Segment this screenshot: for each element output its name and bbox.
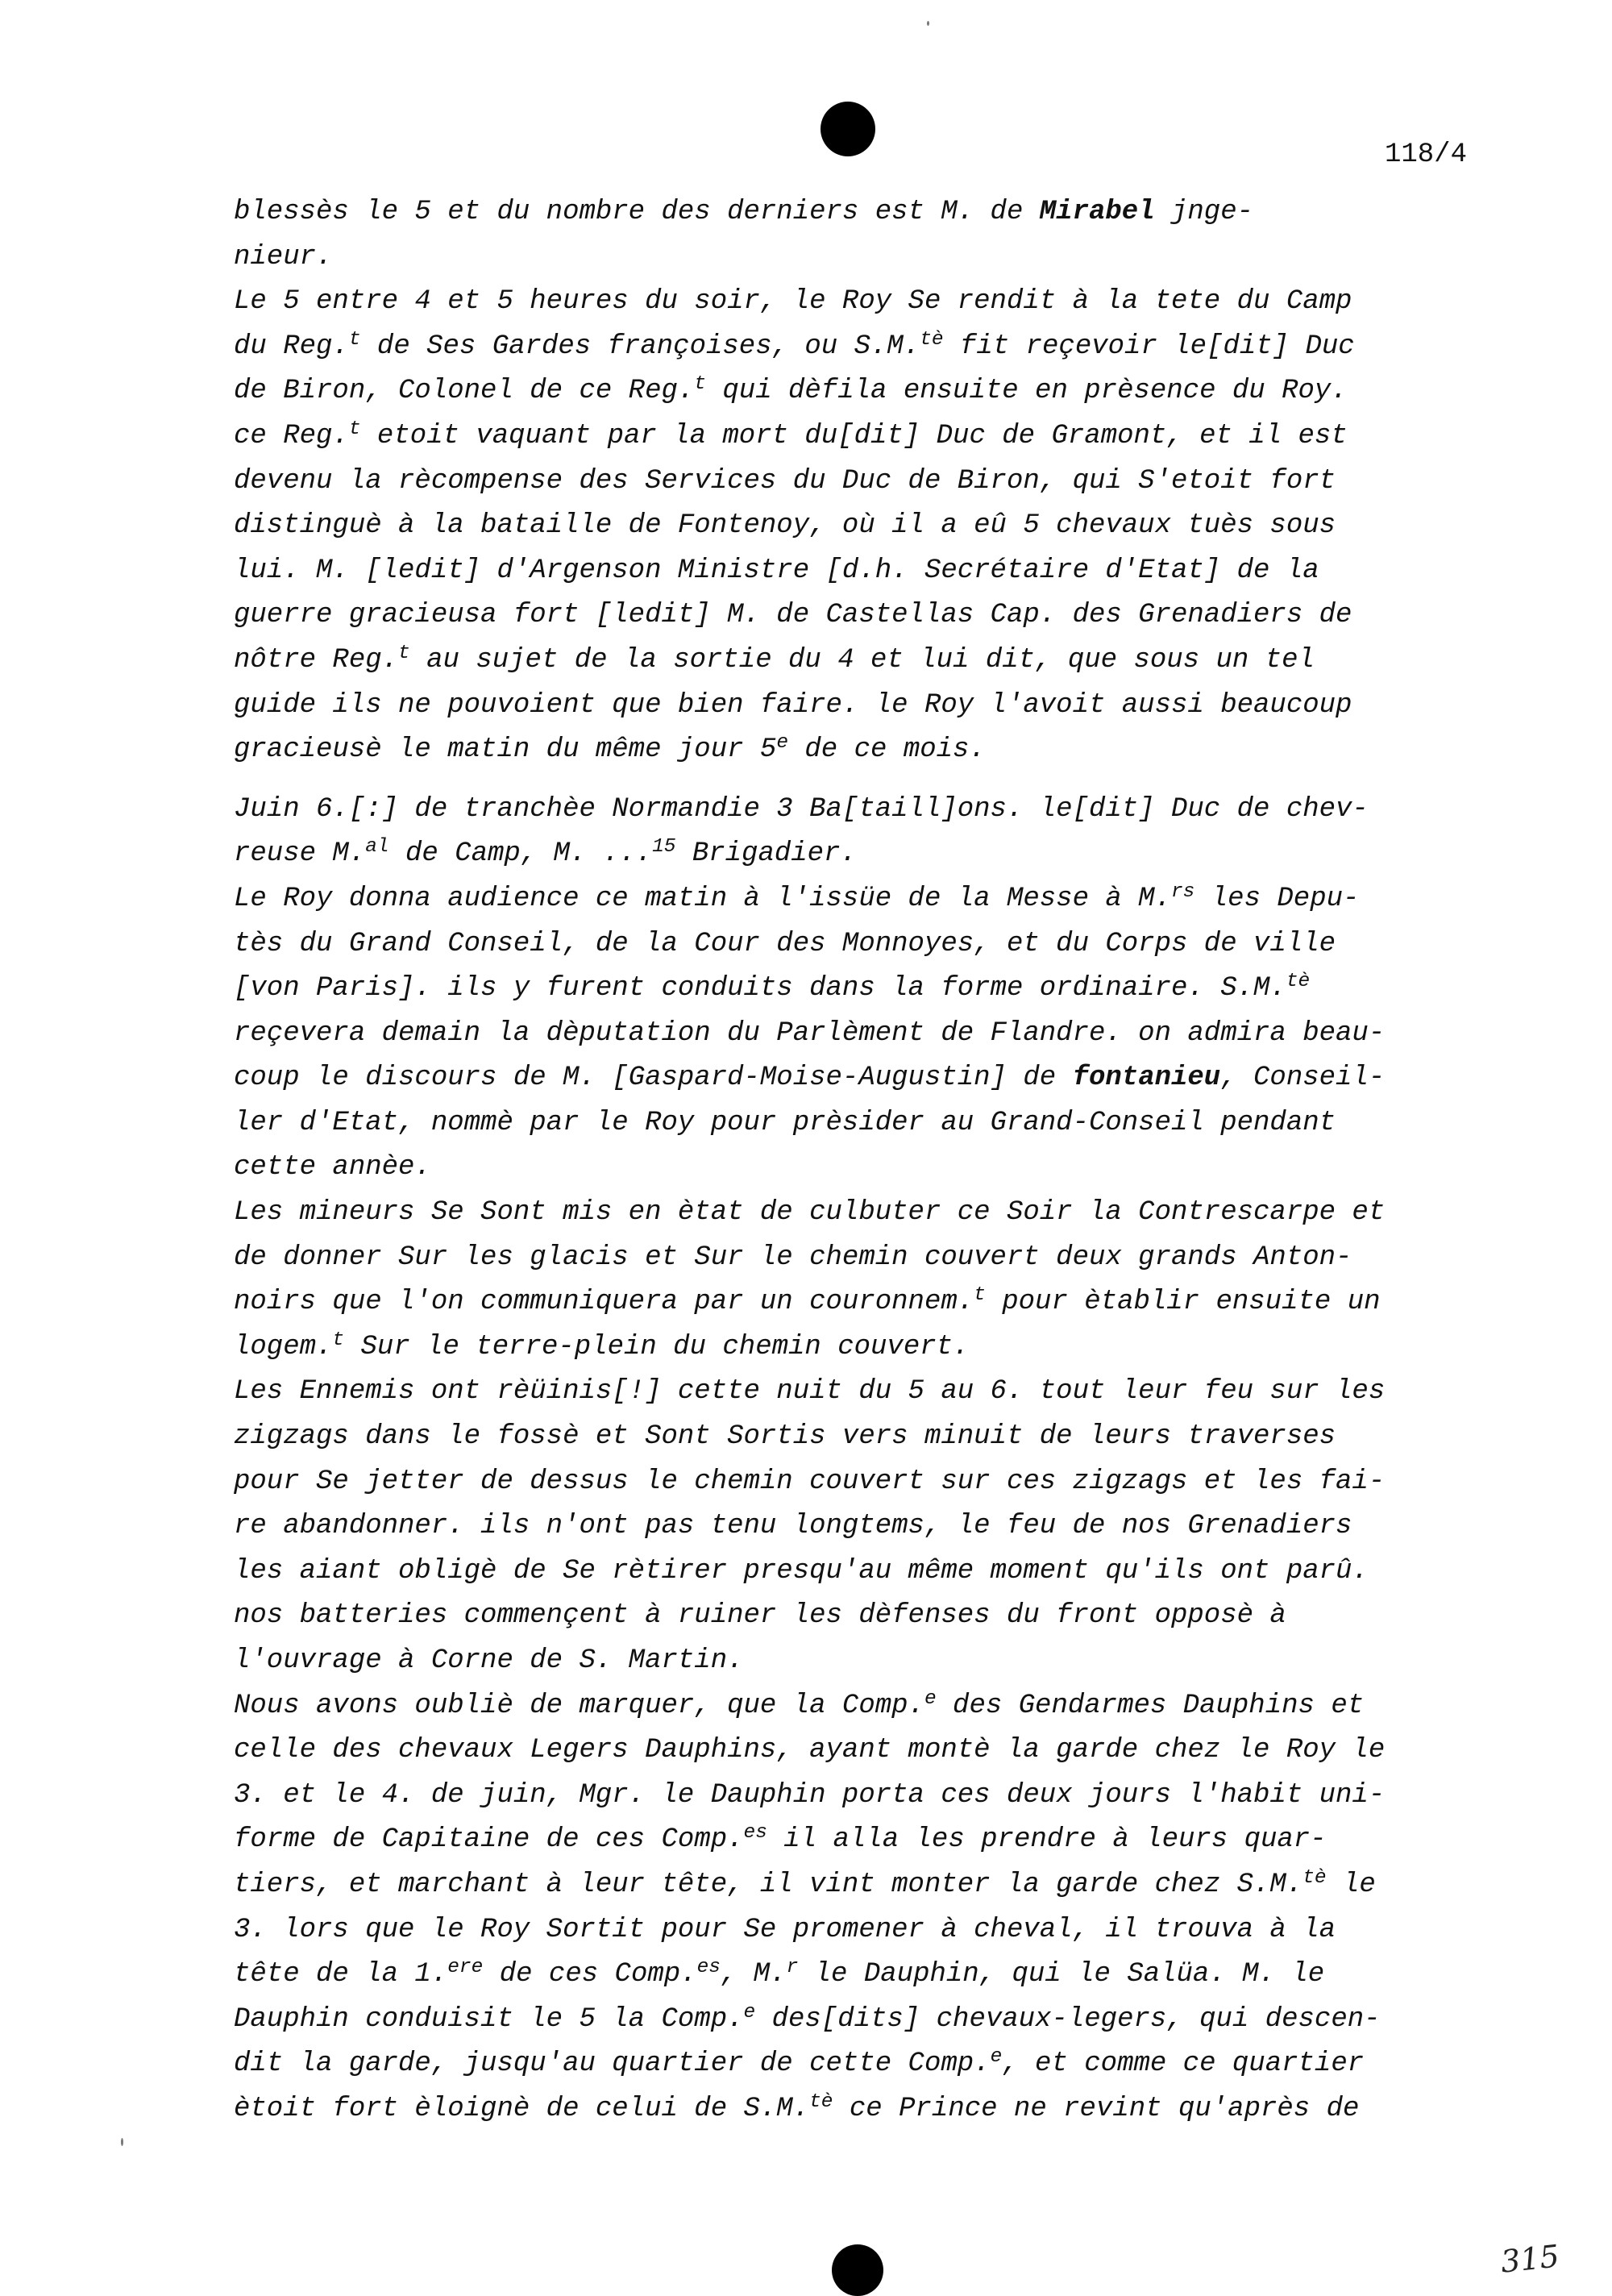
text-segment: du Reg. [234,331,349,362]
superscript: tè [920,328,944,351]
text-segment: forme de Capitaine de ces Comp. [234,1824,744,1856]
text-line [234,1549,1475,1595]
text-segment: de ce mois. [788,734,986,766]
text-segment: nos batteries commençent à ruiner les dèfenses du front opposè à [234,1600,1286,1632]
superscript: t [974,1284,986,1307]
text-segment: tête de la 1. [234,1959,448,1990]
scan-speck [927,21,929,26]
body-text [234,190,1475,2132]
superscript: es [696,1957,721,1979]
superscript: tè [809,2090,833,2113]
text-line [234,369,1475,414]
text-line [234,1953,1475,1998]
text-line [234,788,1475,833]
text-line [234,1146,1475,1191]
text-segment: le Dauphin, qui le Salüa. M. le [798,1959,1325,1990]
text-line [234,1012,1475,1057]
superscript: tè [1286,971,1311,993]
text-segment: , et comme ce quartier [1002,2049,1365,2080]
text-line [234,832,1475,877]
text-segment: pour Se jetter de dessus le chemin couvert sur ces zigzags et les fai- [234,1466,1386,1497]
text-segment: dit la garde, jusqu'au quartier de cette Comp. [234,2049,991,2080]
text-line [234,1191,1475,1236]
text-line [234,190,1475,235]
text-segment: re abandonner. ils n'ont pas tenu longtems, le feu de nos Grenadiers [234,1511,1352,1542]
text-segment: logem. [234,1331,333,1362]
text-segment: les Depu- [1194,883,1360,914]
superscript: ere [447,1957,484,1979]
text-segment: distinguè à la bataille de Fontenoy, où il a eû 5 chevaux tuès sous [234,510,1336,542]
superscript: e [776,732,788,755]
text-line [234,1415,1475,1460]
superscript: al [365,836,389,859]
page-number: 118/4 [1384,139,1467,170]
text-line [234,2087,1475,2132]
text-segment: gracieusè le matin du même jour 5 [234,734,777,766]
text-segment: devenu la rècompense des Services du Duc de Biron, qui S'etoit fort [234,465,1336,497]
text-segment: 3. lors que le Roy Sortit pour Se promener à cheval, il trouva à la [234,1914,1336,1945]
text-segment: nôtre Reg. [234,644,399,676]
text-segment: , Conseil- [1220,1063,1386,1094]
text-segment: Nous avons oubliè de marquer, que la Comp. [234,1690,924,1721]
text-segment: reçevera demain la dèputation du Parlèment de Flandre. on admira beau- [234,1017,1386,1049]
superscript: r [786,1957,799,1979]
text-segment: guerre gracieusa fort [ledit] M. de Castellas Cap. des Grenadiers de [234,600,1352,631]
text-segment: Les Ennemis ont rèüinis[!] cette nuit du 5 au 6. tout leur feu sur les [234,1376,1386,1408]
text-segment: ler d'Etat, nommè par le Roy pour prèsider au Grand-Conseil pendant [234,1107,1336,1138]
text-line [234,325,1475,370]
text-segment: tiers, et marchant à leur tête, il vint monter la garde chez S.M. [234,1869,1303,1900]
text-line [234,1998,1475,2043]
text-segment: ce Prince ne revint qu'après de [833,2093,1360,2124]
text-segment: fit reçevoir le[dit] Duc [943,331,1355,362]
text-segment: Sur le terre-plein du chemin couvert. [344,1331,970,1362]
text-line [234,967,1475,1012]
text-segment: Brigadier. [675,838,857,870]
text-segment: lui. M. [ledit] d'Argenson Ministre [d.h. Secrétaire d'Etat] de la [234,555,1319,586]
text-segment: zigzags dans le fossè et Sont Sortis vers minuit de leurs traverses [234,1421,1336,1453]
superscript: t [398,642,410,664]
text-line [234,504,1475,549]
bold-name: Mirabel [1039,197,1155,227]
text-line [234,1684,1475,1729]
punch-hole-top [821,102,875,156]
superscript: t [332,1329,345,1351]
text-line [234,1639,1475,1684]
text-line [234,877,1475,922]
superscript: t [348,328,361,351]
text-segment: ce Reg. [234,420,349,451]
text-line [234,1863,1475,1908]
text-line [234,549,1475,594]
text-line [234,1101,1475,1146]
text-segment: etoit vaquant par la mort du[dit] Duc de Gramont, et il est [360,420,1348,451]
text-line [234,1460,1475,1505]
text-segment: les aiant obligè de Se rètirer presqu'au même moment qu'ils ont parû. [234,1555,1369,1587]
text-line [234,1818,1475,1863]
text-line [234,1056,1475,1101]
text-line [234,235,1475,281]
superscript: 15 [652,836,676,859]
scan-speck [121,2138,123,2146]
text-segment: Le 5 entre 4 et 5 heures du soir, le Roy Se rendit à la tete du Camp [234,286,1352,318]
text-segment: celle des chevaux Legers Dauphins, ayant montè la garde chez le Roy le [234,1735,1386,1766]
text-segment: cette annèe. [234,1152,431,1183]
text-line [234,2042,1475,2087]
text-segment: qui dèfila ensuite en prèsence du Roy. [705,376,1348,407]
text-segment: l'ouvrage à Corne de S. Martin. [234,1645,744,1676]
text-line [234,1728,1475,1774]
punch-hole-bottom [832,2244,883,2296]
text-segment: pour ètablir ensuite un [985,1287,1381,1318]
text-segment: [von Paris]. ils y furent conduits dans la forme ordinaire. S.M. [234,973,1286,1004]
superscript: es [743,1822,767,1845]
text-segment: guide ils ne pouvoient que bien faire. le Roy l'avoit aussi beaucoup [234,689,1352,721]
bold-name: fontanieu [1072,1063,1221,1094]
text-line [234,1504,1475,1549]
text-segment: de donner Sur les glacis et Sur le chemin couvert deux grands Anton- [234,1242,1352,1273]
text-segment: blessès le 5 et du nombre des derniers est M. de [234,197,1040,227]
superscript: e [990,2046,1003,2069]
text-segment: de ces Comp. [483,1959,697,1990]
text-line [234,1370,1475,1415]
text-line [234,728,1475,773]
text-line [234,922,1475,967]
text-segment: ètoit fort èloignè de celui de S.M. [234,2093,810,2124]
text-line [234,684,1475,729]
text-segment: de Camp, M. ... [388,838,653,870]
text-segment: au sujet de la sortie du 4 et lui dit, que sous un tel [409,644,1315,676]
text-segment: Juin 6.[:] de tranchèe Normandie 3 Ba[taill]ons. le[dit] Duc de chev- [234,793,1369,825]
paragraph-gap [234,773,1475,788]
text-line [234,1236,1475,1281]
text-segment: de Biron, Colonel de ce Reg. [234,376,695,407]
text-segment: Dauphin conduisit le 5 la Comp. [234,2003,744,2035]
text-segment: Le Roy donna audience ce matin à l'issüe de la Messe à M. [234,883,1171,914]
text-segment: noirs que l'on communiquera par un couronnem. [234,1287,974,1318]
text-segment: reuse M. [234,838,366,870]
text-segment: Les mineurs Se Sont mis en ètat de culbuter ce Soir la Contrescarpe et [234,1197,1386,1229]
text-line [234,593,1475,638]
text-line [234,1280,1475,1325]
text-segment: , M. [720,1959,787,1990]
text-line [234,638,1475,684]
archive-stamp: 315 [1498,2238,1561,2280]
superscript: t [694,373,706,396]
superscript: t [348,418,361,440]
text-segment: il alla les prendre à leurs quar- [767,1824,1327,1856]
superscript: tè [1302,1866,1327,1889]
text-segment: coup le discours de M. [Gaspard-Moise-Augustin] de [234,1063,1073,1094]
text-line [234,1908,1475,1953]
superscript: rs [1171,880,1195,903]
text-segment: des[dits] chevaux-legers, qui descen- [755,2003,1381,2035]
text-segment: de Ses Gardes françoises, ou S.M. [360,331,920,362]
text-segment: 3. et le 4. de juin, Mgr. le Dauphin porta ces deux jours l'habit uni- [234,1779,1386,1811]
text-segment: le [1326,1869,1376,1900]
superscript: e [743,2001,756,2024]
text-segment: jnge- [1154,197,1254,227]
text-line [234,280,1475,325]
text-line [234,414,1475,460]
superscript: e [924,1687,937,1710]
text-segment: des Gendarmes Dauphins et [936,1690,1365,1721]
text-segment: nieur. [234,241,333,272]
text-segment: tès du Grand Conseil, de la Cour des Monnoyes, et du Corps de ville [234,928,1336,959]
text-line [234,1325,1475,1371]
text-line [234,460,1475,505]
text-line [234,1774,1475,1819]
text-line [234,1594,1475,1639]
